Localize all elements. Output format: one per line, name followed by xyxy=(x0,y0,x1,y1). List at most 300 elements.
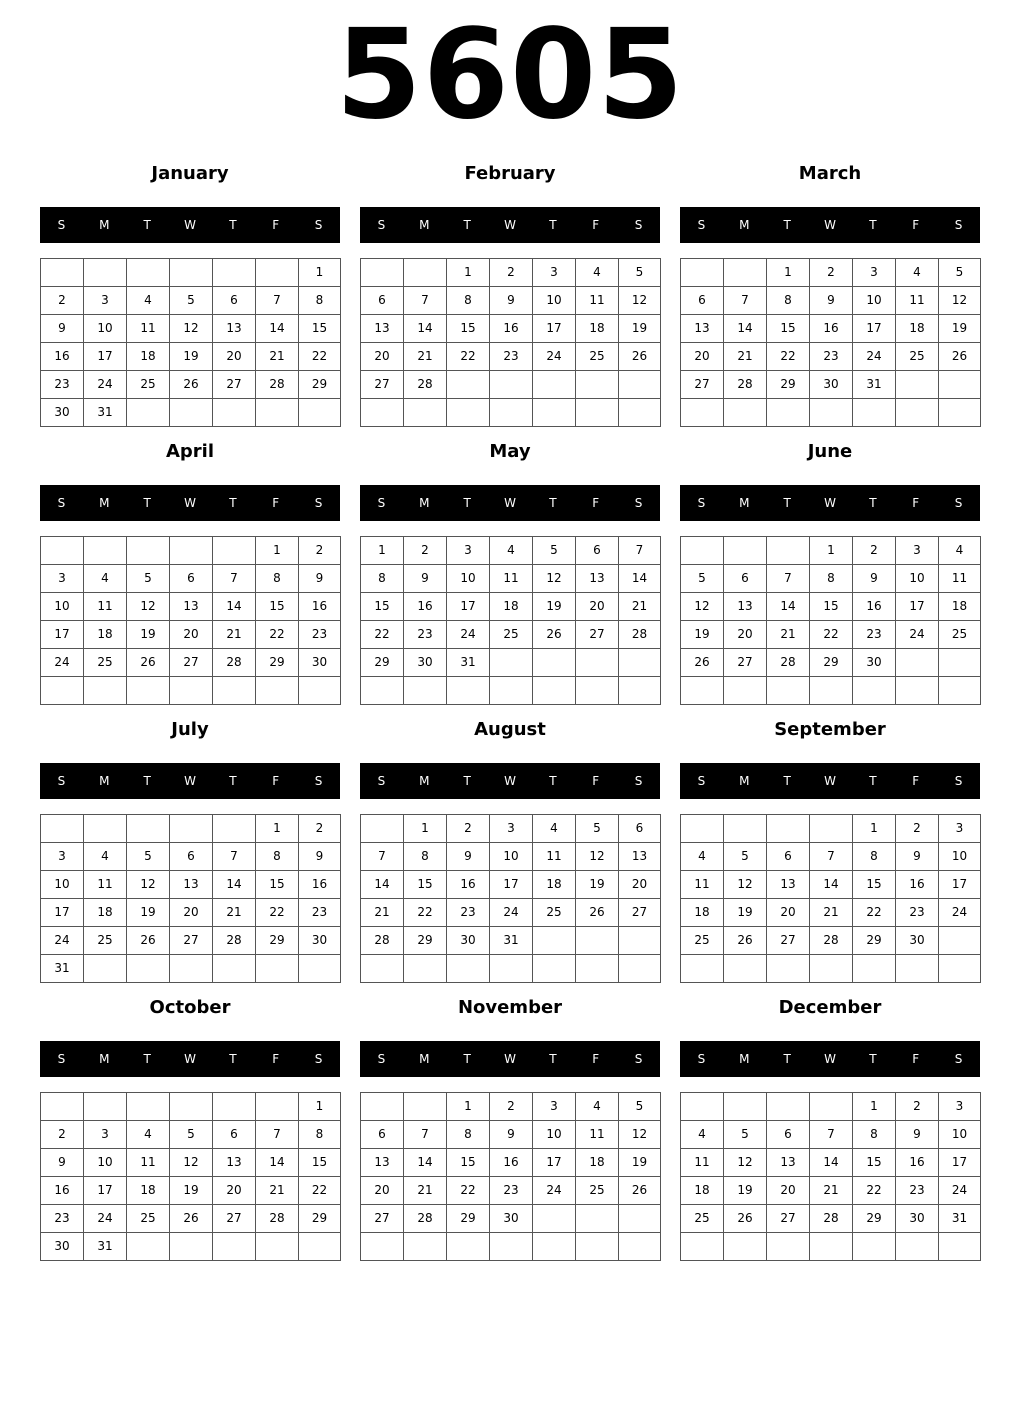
day-cell: 6 xyxy=(575,536,619,565)
day-cell: 26 xyxy=(126,926,170,955)
day-cell: 8 xyxy=(298,286,341,315)
day-cell: 13 xyxy=(618,842,661,871)
weekday-label: T xyxy=(869,774,877,788)
day-cell xyxy=(723,1092,767,1121)
day-cell: 2 xyxy=(298,536,341,565)
day-cell: 13 xyxy=(212,314,256,343)
day-cell: 2 xyxy=(40,286,84,315)
day-cell xyxy=(83,1092,127,1121)
day-cell: 3 xyxy=(446,536,490,565)
day-cell: 7 xyxy=(723,286,767,315)
day-cell: 23 xyxy=(40,370,84,399)
weekday-label: S xyxy=(377,774,386,788)
day-cell: 16 xyxy=(298,870,341,899)
day-cell xyxy=(766,398,810,427)
day-cell xyxy=(938,676,981,705)
weekday-label: S xyxy=(57,496,66,510)
day-cell: 24 xyxy=(938,1176,981,1205)
day-cell: 19 xyxy=(680,620,724,649)
day-cell: 15 xyxy=(360,592,404,621)
day-cell: 11 xyxy=(532,842,576,871)
day-cell: 20 xyxy=(766,1176,810,1205)
day-cell: 9 xyxy=(895,1120,939,1149)
day-cell: 4 xyxy=(126,286,170,315)
day-cell: 21 xyxy=(360,898,404,927)
day-cell xyxy=(618,398,661,427)
day-cell xyxy=(255,954,299,983)
weekday-label: F xyxy=(592,496,600,510)
day-cell: 16 xyxy=(489,314,533,343)
weekday-label: W xyxy=(824,1052,836,1066)
day-cell: 13 xyxy=(212,1148,256,1177)
day-cell: 28 xyxy=(618,620,661,649)
day-cell: 11 xyxy=(575,1120,619,1149)
day-cell: 7 xyxy=(212,842,256,871)
day-cell: 3 xyxy=(938,1092,981,1121)
day-cell xyxy=(852,398,896,427)
day-cell: 4 xyxy=(575,258,619,287)
day-cell: 22 xyxy=(255,898,299,927)
weekday-label: W xyxy=(504,496,516,510)
day-cell: 15 xyxy=(809,592,853,621)
weekday-label: M xyxy=(739,218,750,232)
day-cell xyxy=(126,814,170,843)
day-cell: 12 xyxy=(723,1148,767,1177)
day-cell xyxy=(40,536,84,565)
day-cell: 3 xyxy=(40,842,84,871)
day-cell xyxy=(169,398,213,427)
day-cell: 3 xyxy=(532,1092,576,1121)
day-cell: 3 xyxy=(938,814,981,843)
weekday-label: S xyxy=(634,496,643,510)
weekday-label: T xyxy=(143,218,151,232)
day-cell xyxy=(255,1232,299,1261)
day-cell: 22 xyxy=(446,1176,490,1205)
weekday-label: T xyxy=(463,218,471,232)
day-cell xyxy=(895,398,939,427)
day-cell xyxy=(403,258,447,287)
day-cell xyxy=(532,370,576,399)
day-cell: 11 xyxy=(83,592,127,621)
month-name: July xyxy=(171,719,209,740)
day-cell: 4 xyxy=(83,564,127,593)
day-cell: 29 xyxy=(809,648,853,677)
month-name: October xyxy=(149,997,231,1018)
weekday-label: F xyxy=(912,1052,920,1066)
day-cell: 25 xyxy=(680,1204,724,1233)
day-cell xyxy=(766,1232,810,1261)
month-name: January xyxy=(151,163,229,184)
day-cell: 1 xyxy=(852,1092,896,1121)
day-cell xyxy=(680,258,724,287)
day-cell: 1 xyxy=(255,536,299,565)
day-cell: 23 xyxy=(298,898,341,927)
day-grid xyxy=(680,814,981,982)
day-cell xyxy=(680,1232,724,1261)
day-cell: 31 xyxy=(489,926,533,955)
day-cell: 9 xyxy=(895,842,939,871)
day-cell: 24 xyxy=(895,620,939,649)
day-cell xyxy=(169,1232,213,1261)
day-cell: 25 xyxy=(83,648,127,677)
day-cell: 26 xyxy=(169,370,213,399)
day-cell: 28 xyxy=(403,1204,447,1233)
weekday-label: F xyxy=(592,218,600,232)
day-cell: 23 xyxy=(298,620,341,649)
weekday-label: S xyxy=(634,218,643,232)
weekday-label: S xyxy=(314,218,323,232)
day-cell xyxy=(895,1232,939,1261)
weekday-label: W xyxy=(184,496,196,510)
weekday-label: W xyxy=(824,774,836,788)
day-cell xyxy=(618,954,661,983)
day-cell xyxy=(403,954,447,983)
day-cell: 7 xyxy=(766,564,810,593)
day-cell: 12 xyxy=(618,1120,661,1149)
day-cell: 14 xyxy=(766,592,810,621)
day-cell: 17 xyxy=(852,314,896,343)
day-cell: 3 xyxy=(895,536,939,565)
day-cell: 18 xyxy=(126,342,170,371)
weekday-label: S xyxy=(314,496,323,510)
weekday-header xyxy=(360,763,660,799)
day-cell: 22 xyxy=(446,342,490,371)
day-cell: 21 xyxy=(809,1176,853,1205)
day-cell: 2 xyxy=(489,258,533,287)
day-cell: 29 xyxy=(403,926,447,955)
day-cell: 10 xyxy=(938,1120,981,1149)
day-grid xyxy=(360,1092,661,1260)
day-cell: 4 xyxy=(575,1092,619,1121)
day-cell: 18 xyxy=(895,314,939,343)
day-cell xyxy=(446,398,490,427)
day-cell xyxy=(169,1092,213,1121)
day-cell: 6 xyxy=(618,814,661,843)
day-cell xyxy=(212,1092,256,1121)
day-cell: 15 xyxy=(852,1148,896,1177)
day-cell xyxy=(575,398,619,427)
day-cell: 8 xyxy=(852,1120,896,1149)
day-cell: 14 xyxy=(723,314,767,343)
day-cell: 26 xyxy=(680,648,724,677)
day-cell xyxy=(618,926,661,955)
day-cell: 13 xyxy=(723,592,767,621)
day-cell xyxy=(40,814,84,843)
day-cell xyxy=(126,1232,170,1261)
day-cell xyxy=(618,1204,661,1233)
day-cell: 12 xyxy=(169,314,213,343)
day-cell: 5 xyxy=(575,814,619,843)
day-cell: 26 xyxy=(126,648,170,677)
day-cell: 16 xyxy=(895,870,939,899)
day-cell xyxy=(360,814,404,843)
day-cell: 20 xyxy=(169,620,213,649)
day-cell: 29 xyxy=(766,370,810,399)
day-cell: 24 xyxy=(852,342,896,371)
day-cell xyxy=(212,1232,256,1261)
weekday-label: T xyxy=(229,496,237,510)
day-cell xyxy=(212,954,256,983)
day-cell: 13 xyxy=(680,314,724,343)
day-cell: 5 xyxy=(126,842,170,871)
day-cell xyxy=(83,814,127,843)
day-cell: 28 xyxy=(255,1204,299,1233)
day-cell: 5 xyxy=(680,564,724,593)
day-cell xyxy=(83,676,127,705)
weekday-label: M xyxy=(739,496,750,510)
day-cell xyxy=(938,648,981,677)
day-cell: 26 xyxy=(575,898,619,927)
day-cell: 26 xyxy=(169,1204,213,1233)
day-cell xyxy=(723,536,767,565)
day-cell: 22 xyxy=(403,898,447,927)
day-cell: 5 xyxy=(169,1120,213,1149)
day-cell: 8 xyxy=(255,842,299,871)
day-cell: 8 xyxy=(852,842,896,871)
day-cell: 28 xyxy=(255,370,299,399)
day-cell: 23 xyxy=(895,1176,939,1205)
day-cell: 31 xyxy=(83,398,127,427)
day-grid xyxy=(40,1092,341,1260)
weekday-label: S xyxy=(634,774,643,788)
day-grid xyxy=(680,1092,981,1260)
day-grid xyxy=(360,536,661,704)
day-cell: 7 xyxy=(618,536,661,565)
day-cell: 21 xyxy=(212,898,256,927)
day-cell xyxy=(532,648,576,677)
day-cell xyxy=(403,676,447,705)
day-cell: 1 xyxy=(298,1092,341,1121)
day-cell: 16 xyxy=(298,592,341,621)
day-cell xyxy=(255,676,299,705)
day-cell: 11 xyxy=(83,870,127,899)
year-title: 5605 xyxy=(335,3,685,147)
day-cell xyxy=(40,258,84,287)
day-cell xyxy=(403,1092,447,1121)
day-cell: 29 xyxy=(852,926,896,955)
day-grid xyxy=(680,258,981,426)
month-name: April xyxy=(165,441,215,462)
day-cell: 19 xyxy=(618,1148,661,1177)
day-cell: 28 xyxy=(403,370,447,399)
day-cell: 25 xyxy=(532,898,576,927)
day-cell: 10 xyxy=(938,842,981,871)
day-cell: 14 xyxy=(255,1148,299,1177)
day-cell: 16 xyxy=(489,1148,533,1177)
month-name: March xyxy=(798,163,862,184)
weekday-label: F xyxy=(272,218,280,232)
day-cell: 2 xyxy=(852,536,896,565)
weekday-header xyxy=(40,485,340,521)
day-cell: 18 xyxy=(575,314,619,343)
day-cell: 24 xyxy=(83,370,127,399)
day-cell: 7 xyxy=(360,842,404,871)
day-cell: 31 xyxy=(852,370,896,399)
day-cell: 25 xyxy=(895,342,939,371)
day-cell: 23 xyxy=(852,620,896,649)
day-cell xyxy=(852,954,896,983)
day-cell xyxy=(212,814,256,843)
day-cell: 31 xyxy=(446,648,490,677)
day-cell: 12 xyxy=(532,564,576,593)
day-cell: 20 xyxy=(212,1176,256,1205)
day-cell: 21 xyxy=(403,1176,447,1205)
day-cell: 13 xyxy=(575,564,619,593)
day-cell xyxy=(489,676,533,705)
day-cell: 5 xyxy=(723,1120,767,1149)
weekday-label: S xyxy=(377,496,386,510)
weekday-label: F xyxy=(592,774,600,788)
day-cell: 10 xyxy=(852,286,896,315)
day-cell xyxy=(895,954,939,983)
day-cell xyxy=(680,676,724,705)
weekday-label: F xyxy=(272,1052,280,1066)
day-cell: 25 xyxy=(126,370,170,399)
day-cell xyxy=(723,676,767,705)
day-cell xyxy=(532,926,576,955)
day-cell: 26 xyxy=(938,342,981,371)
day-cell: 5 xyxy=(532,536,576,565)
day-cell xyxy=(575,1204,619,1233)
day-cell xyxy=(575,648,619,677)
day-cell: 20 xyxy=(169,898,213,927)
day-cell: 12 xyxy=(126,870,170,899)
day-cell: 5 xyxy=(723,842,767,871)
day-cell xyxy=(446,676,490,705)
day-cell: 17 xyxy=(489,870,533,899)
day-cell: 2 xyxy=(403,536,447,565)
day-cell: 27 xyxy=(169,926,213,955)
day-cell: 9 xyxy=(298,564,341,593)
day-cell: 8 xyxy=(298,1120,341,1149)
day-cell: 10 xyxy=(446,564,490,593)
day-cell xyxy=(766,1092,810,1121)
weekday-label: S xyxy=(697,496,706,510)
day-cell xyxy=(403,398,447,427)
day-cell xyxy=(575,370,619,399)
day-cell: 11 xyxy=(126,1148,170,1177)
day-cell xyxy=(298,398,341,427)
weekday-label: W xyxy=(824,496,836,510)
day-cell xyxy=(809,676,853,705)
day-cell: 27 xyxy=(212,1204,256,1233)
day-cell: 18 xyxy=(83,620,127,649)
weekday-label: M xyxy=(739,1052,750,1066)
day-cell: 29 xyxy=(446,1204,490,1233)
day-cell: 10 xyxy=(532,1120,576,1149)
day-cell xyxy=(403,1232,447,1261)
day-cell: 15 xyxy=(298,1148,341,1177)
day-cell: 1 xyxy=(403,814,447,843)
day-cell xyxy=(169,954,213,983)
day-cell: 15 xyxy=(766,314,810,343)
day-cell: 4 xyxy=(938,536,981,565)
day-cell: 12 xyxy=(938,286,981,315)
day-grid xyxy=(360,258,661,426)
day-cell: 4 xyxy=(532,814,576,843)
day-cell xyxy=(360,1232,404,1261)
day-cell xyxy=(212,258,256,287)
weekday-label: T xyxy=(783,496,791,510)
day-cell: 23 xyxy=(446,898,490,927)
day-cell: 27 xyxy=(723,648,767,677)
day-cell xyxy=(938,1232,981,1261)
month-name: June xyxy=(807,441,853,462)
day-cell: 8 xyxy=(766,286,810,315)
day-cell: 11 xyxy=(489,564,533,593)
day-cell: 29 xyxy=(255,648,299,677)
day-cell: 11 xyxy=(680,1148,724,1177)
weekday-label: T xyxy=(143,496,151,510)
weekday-label: M xyxy=(99,774,110,788)
day-cell: 9 xyxy=(809,286,853,315)
day-cell: 30 xyxy=(298,648,341,677)
day-cell: 13 xyxy=(766,1148,810,1177)
day-cell xyxy=(126,954,170,983)
day-cell: 16 xyxy=(895,1148,939,1177)
day-cell xyxy=(618,676,661,705)
day-cell: 1 xyxy=(446,258,490,287)
day-cell xyxy=(532,1204,576,1233)
day-cell: 27 xyxy=(360,1204,404,1233)
day-cell: 26 xyxy=(723,1204,767,1233)
day-cell xyxy=(489,648,533,677)
day-cell: 6 xyxy=(723,564,767,593)
day-cell: 24 xyxy=(532,342,576,371)
day-cell: 18 xyxy=(126,1176,170,1205)
day-cell: 20 xyxy=(360,342,404,371)
day-cell: 27 xyxy=(766,926,810,955)
day-cell xyxy=(126,676,170,705)
day-cell: 27 xyxy=(618,898,661,927)
day-cell: 26 xyxy=(618,342,661,371)
day-cell: 28 xyxy=(766,648,810,677)
day-cell: 23 xyxy=(489,1176,533,1205)
day-cell xyxy=(575,1232,619,1261)
day-cell: 17 xyxy=(40,620,84,649)
weekday-label: M xyxy=(739,774,750,788)
day-cell: 16 xyxy=(446,870,490,899)
day-cell: 27 xyxy=(169,648,213,677)
day-cell xyxy=(126,398,170,427)
day-cell xyxy=(938,398,981,427)
day-cell: 10 xyxy=(83,1148,127,1177)
day-cell: 21 xyxy=(809,898,853,927)
weekday-label: M xyxy=(99,1052,110,1066)
day-cell: 18 xyxy=(938,592,981,621)
day-cell xyxy=(938,954,981,983)
day-cell: 31 xyxy=(40,954,84,983)
day-cell: 29 xyxy=(852,1204,896,1233)
day-cell: 21 xyxy=(255,1176,299,1205)
day-cell: 2 xyxy=(40,1120,84,1149)
day-cell: 24 xyxy=(40,926,84,955)
day-cell: 24 xyxy=(83,1204,127,1233)
day-cell: 19 xyxy=(169,342,213,371)
day-cell xyxy=(83,954,127,983)
day-cell: 30 xyxy=(852,648,896,677)
day-cell: 19 xyxy=(532,592,576,621)
day-cell: 10 xyxy=(83,314,127,343)
day-cell xyxy=(446,370,490,399)
day-cell: 4 xyxy=(126,1120,170,1149)
weekday-label: S xyxy=(697,1052,706,1066)
weekday-label: S xyxy=(57,774,66,788)
day-cell: 16 xyxy=(852,592,896,621)
weekday-label: T xyxy=(463,496,471,510)
day-cell: 12 xyxy=(575,842,619,871)
day-grid xyxy=(360,814,661,982)
